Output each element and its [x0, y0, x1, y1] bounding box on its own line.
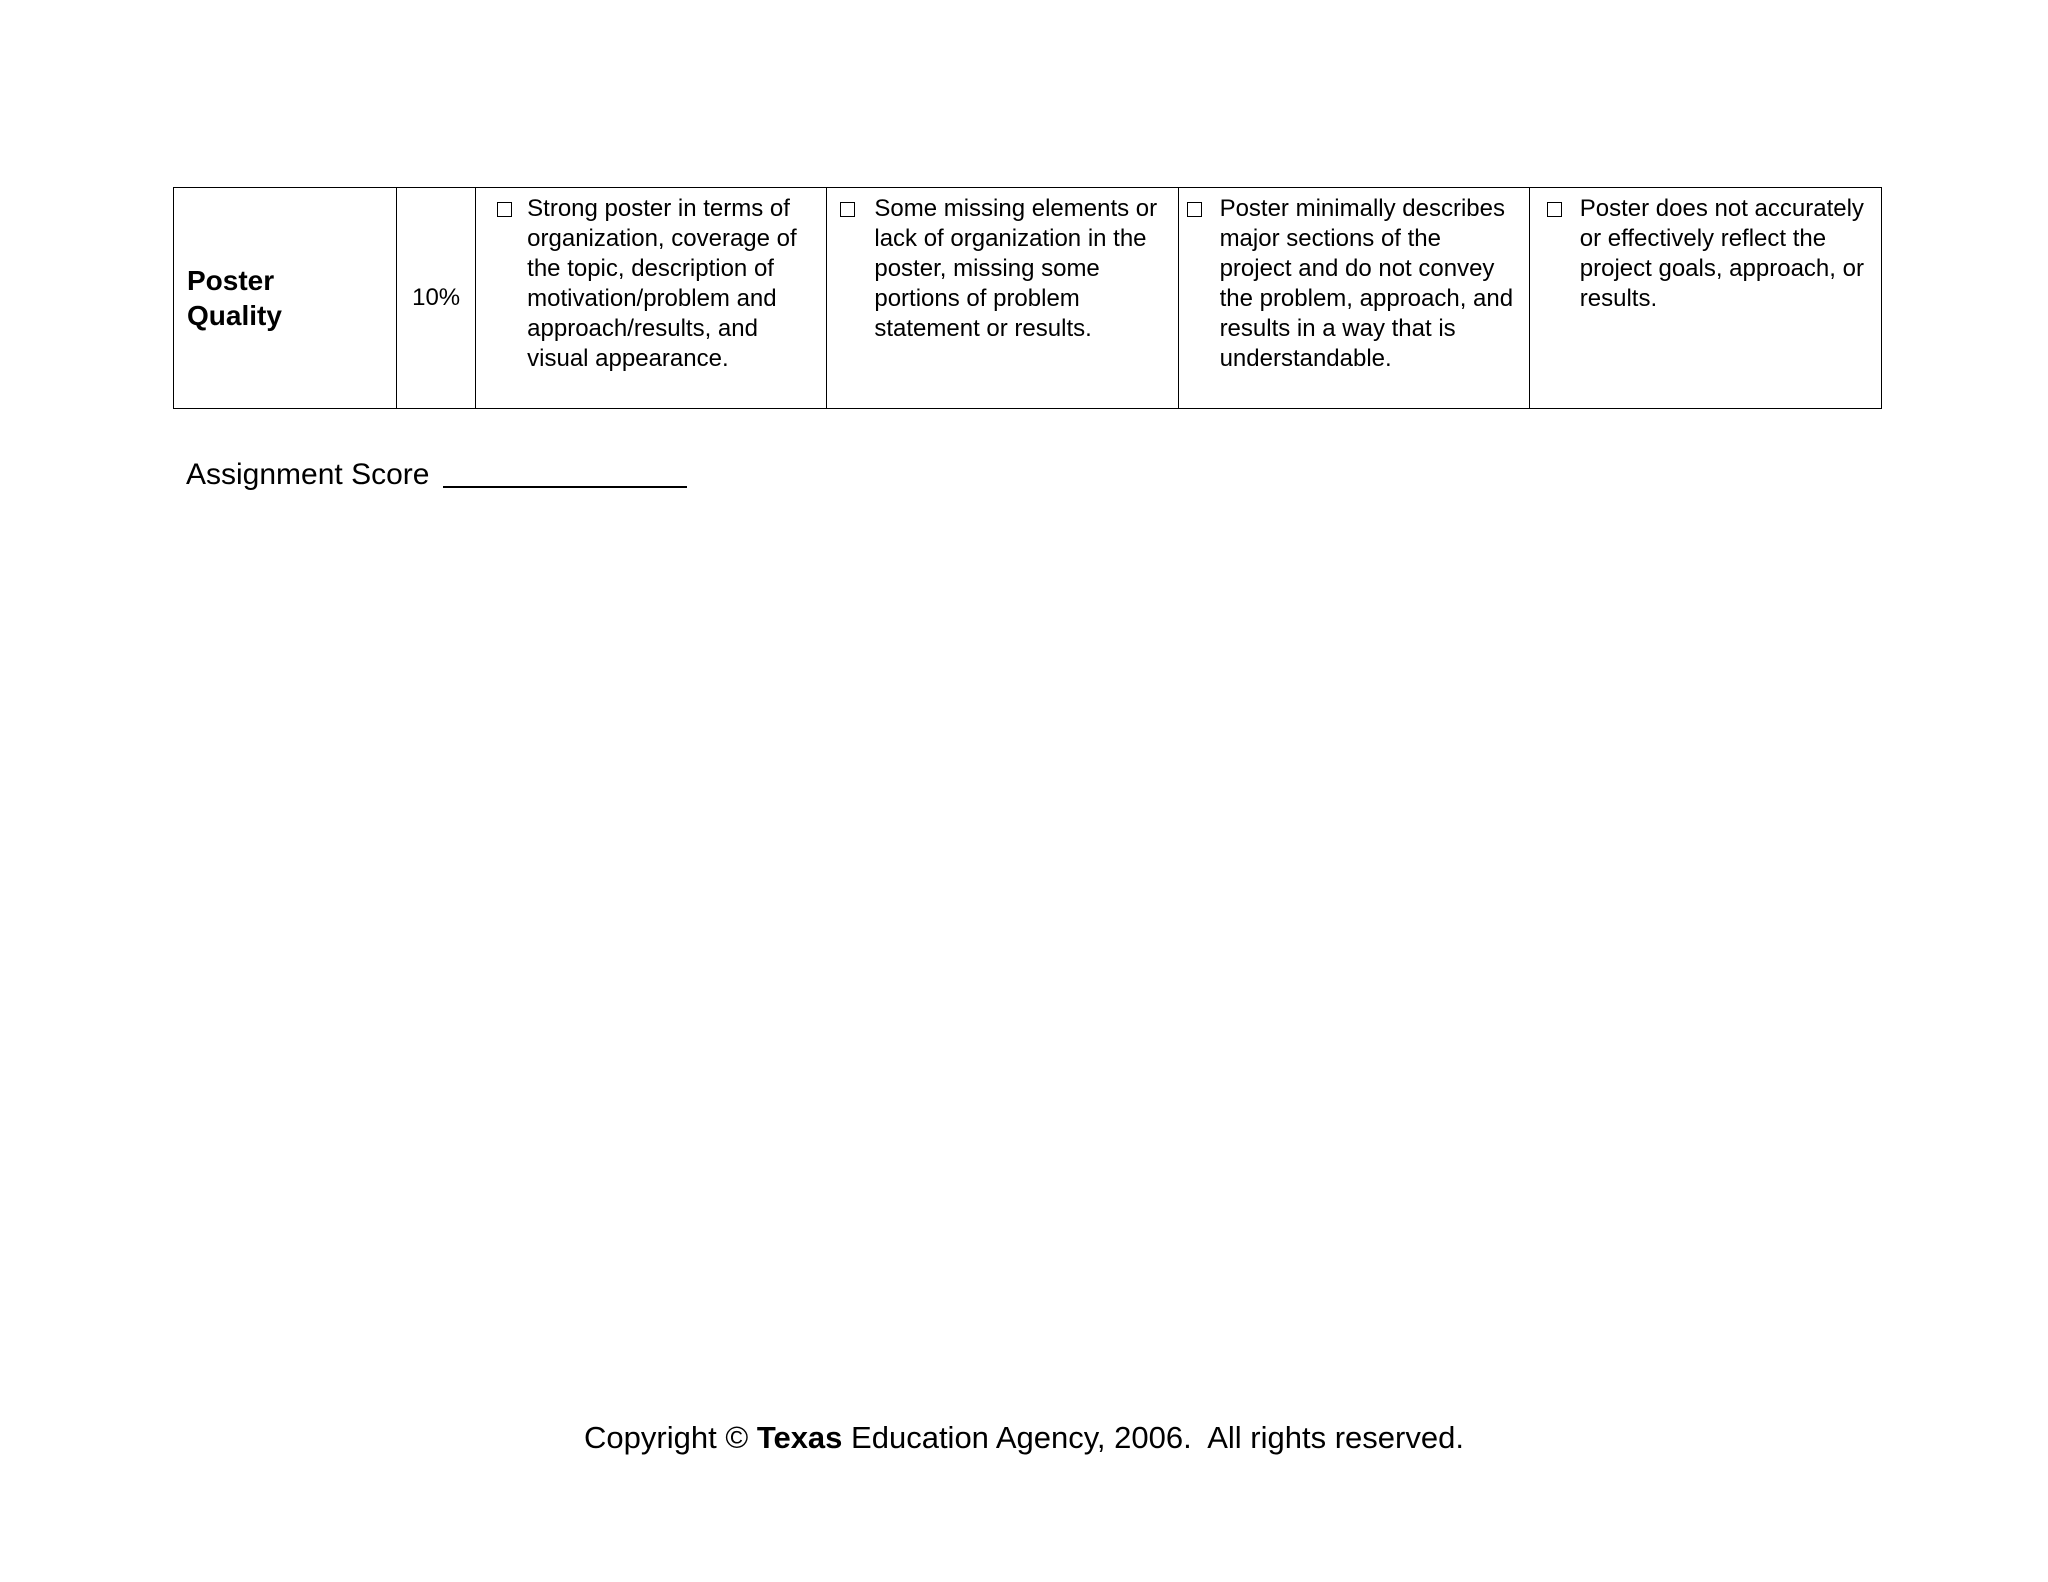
rubric-row-poster-quality	[174, 188, 1882, 409]
assignment-score	[186, 456, 687, 492]
weight-cell	[397, 188, 476, 409]
criterion-label-line2: Quality	[187, 300, 282, 331]
rubric-table	[173, 187, 1882, 409]
level-text-poor: Poster does not accurately or effectively reflect the project goals, approach, or results.	[1579, 195, 1864, 312]
assignment-score-label: Assignment Score	[186, 458, 430, 491]
level-checkbox-partial[interactable]	[840, 202, 855, 217]
level-checkbox-minimal[interactable]	[1187, 202, 1202, 217]
level-cell-poor	[1529, 188, 1881, 409]
copyright-suffix: Education Agency, 2006. All rights reserved.	[851, 1420, 1464, 1455]
level-cell-partial	[827, 188, 1178, 409]
criterion-label-line1: Poster	[187, 265, 275, 296]
copyright-prefix: Copyright ©	[584, 1420, 749, 1455]
level-cell-strong	[476, 188, 827, 409]
level-text-strong: Strong poster in terms of organization, coverage of the topic, description of motivation/problem and approach/results, and visual appearance.	[527, 195, 797, 372]
level-checkbox-strong[interactable]	[497, 202, 512, 217]
level-checkbox-poor[interactable]	[1547, 202, 1562, 217]
copyright-bold-word: Texas	[756, 1420, 843, 1455]
assignment-score-blank[interactable]	[443, 456, 687, 488]
level-cell-minimal	[1178, 188, 1529, 409]
level-text-partial: Some missing elements or lack of organization in the poster, missing some portions of problem statement or results.	[874, 195, 1158, 342]
criterion-cell	[174, 188, 397, 409]
weight-value: 10%	[412, 284, 461, 311]
copyright-footer	[0, 1420, 2048, 1456]
level-text-minimal: Poster minimally describes major sections of the project and do not convey the problem, approach, and results in a way that is understandable.	[1219, 195, 1514, 372]
